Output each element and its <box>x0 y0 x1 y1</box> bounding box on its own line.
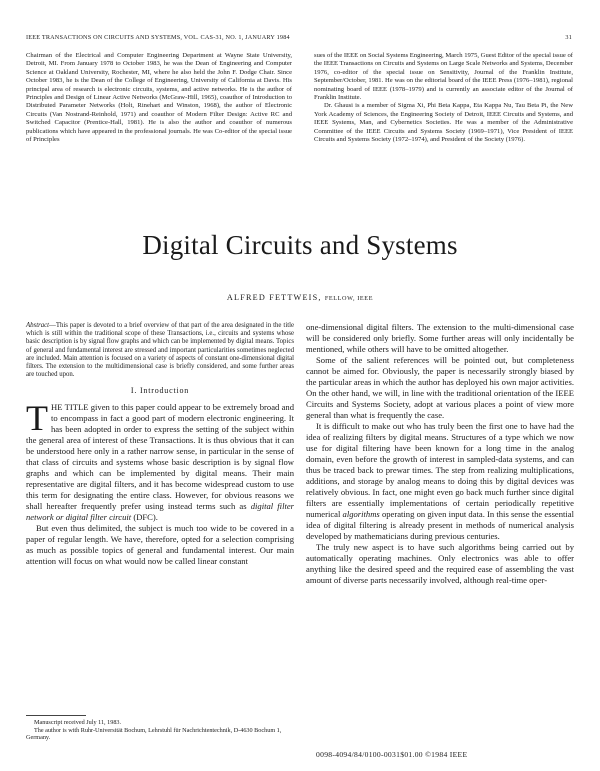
abstract-text: —This paper is devoted to a brief overview of that part of the area designated in the title which is still within the traditional scope of these Transactions, i.e., circuits and systems whose basic description is by signal flow graphs and which can be implemented by digital means. Topics of general and fundamental interest are stressed and important particularities sometimes neglected are included. Main attention is focused on a variety of aspects of constant one-dimensional digital filters. The extension to the multidimensional case is briefly considered, and some further areas are touched upon. <box>26 322 294 379</box>
footnotes <box>26 715 294 742</box>
abstract-label: Abstract <box>26 322 50 329</box>
author-line <box>0 293 600 302</box>
body-paragraph: The truly new aspect is to have such algorithms being carried out by automatically operating machines. Only electronics was able to offer anything like the desired speed and the required ease of assembling the vast amount of diverse parts necessarily involved, although real-time oper- <box>306 542 574 585</box>
journal-header: IEEE TRANSACTIONS ON CIRCUITS AND SYSTEMS, VOL. CAS-31, NO. 1, JANUARY 1984 <box>26 34 290 41</box>
bio-paragraph: Chairman of the Electrical and Computer Engineering Department at Wayne State University, Detroit, MI. From January 1978 to October 1983, he was the Dean of Engineering and Computer Science at Oakland University, Rochester, MI, where he also held the John F. Dodge Chair. Since October 1983, he is the Dean of the College of Engineering, University of California at Davis. His principal area of research is electronic circuits, systems, and active networks. He is the author of Principles and Design of Linear Active Networks (McGraw-Hill, 1965), coauthor of Introduction to Distributed Parameter Networks (Holt, Rinehart and Winston, 1968), the author of Electronic Circuits (Van Nostrand-Reinhold, 1971) and coauthor of Modern Filter Design: Active RC and Switched Capacitor (Prentice-Hall, 1981). He is also the author and coauthor of numerous publications which have appeared in the professional journals. He was Co-editor of the special issue of Principles <box>26 52 292 144</box>
page-number: 31 <box>565 34 572 41</box>
body-paragraph: Some of the salient references will be pointed out, but completeness cannot be aimed for. Obviously, the paper is necessarily strongly biased by the particular areas in which the author has deployed his own major activities. On the other hand, we will, in line with the traditional orientation of the IEEE Circuits and Systems Society, adopt at various places a point of view more general than what is frequently the case. <box>306 355 574 420</box>
footnote-affiliation: The author is with Ruhr-Universität Bochum, Lehrstuhl für Nachrichtentechnik, D-4630 Bochum 1, Germany. <box>26 726 282 742</box>
footnote-received: Manuscript received July 11, 1983. <box>34 719 122 726</box>
body-text: It is difficult to make out who has truly been the first one to have had the idea of realizing filters by digital means. Structures of a type which we now use for digital filtering have been known for a long time in the analog domain, even before the growth of interest in sampled-data systems, and can thus be traced back to prewar times. The step from realizing multiplications, additions, and storage by analog means to doing this by digital devices was relatively obvious. In fact, one might even go back much further since digital filters are essentially implementations of certain periodically repetitive numerical <box>306 421 574 519</box>
body-paragraph: one-dimensional digital filters. The extension to the multi-dimensional case will be considered only briefly. Some further areas will only incidentally be mentioned, while others will have to be omitted altogether. <box>306 322 574 354</box>
body-text-tail: operating on given input data. In this sense the essential idea of digital filtering is already present in methods of numerical analysis developed by mathematicians during previous centuries. <box>306 509 574 541</box>
body-column-right <box>306 322 574 586</box>
section-heading: I. Introduction <box>130 386 190 396</box>
intro-text: HE TITLE given to this paper could appear to be extremely broad and to encompass in fact a good part of modern electronic engineering. It has been adopted in order to express the setting of the subject within the general area of interest of these Transactions. It is thus obvious that it can be understood here only in a rather narrow sense, in particular in the sense of that class of circuits and systems whose basic description is by signal flow graphs and which can be implemented by digital means. Their main representative are digital filters, and it has become widespread custom to use this term for designating the entire class. However, for obvious reasons we shall hereafter frequently prefer using instead terms such as <box>26 402 294 512</box>
drop-cap: T <box>26 398 48 439</box>
bio-paragraph: sues of the IEEE on Social Systems Engineering, March 1975, Guest Editor of the special issue of the IEEE Transactions on Circuits and Systems on Large Scale Networks and Systems, December 1976, co-editor of the special issue on Sensitivity, Journal of the Franklin Institute, September/October, 1981. He was on the editorial board of the IEEE Press (1976–1981), regional nominating board of IEEE (1978–1979) and is currently an associate editor of the Journal of Franklin Institute. <box>314 52 573 102</box>
paper-title: Digital Circuits and Systems <box>142 230 458 260</box>
bio-column-right <box>314 52 573 144</box>
author-grade: FELLOW, IEEE <box>324 295 374 302</box>
bio-column-left <box>26 52 292 144</box>
body-column-left <box>26 322 294 567</box>
copyright-line: 0098-4094/84/0100-0031$01.00 ©1984 IEEE <box>316 750 468 759</box>
bio-paragraph: Dr. Ghausi is a member of Sigma Xi, Phi Beta Kappa, Eta Kappa Nu, Tau Beta Pi, the New York Academy of Sciences, the Engineering Society of Detroit, IEEE Circuits and Systems, and IEEE Systems, Man, and Cybernetics Societies. He was a member of the Administrative Committee of the IEEE Circuits and Systems Society (1969–1971), Vice President of IEEE Circuits and Systems Society (1972–1974), and President of the Society (1976). <box>314 102 573 144</box>
intro-emphasis: digital filter network or digital filter circuit <box>26 501 294 523</box>
intro-text-tail: (DFC). <box>131 512 158 523</box>
body-emphasis: algorithms <box>342 509 380 519</box>
running-head <box>26 34 572 46</box>
author-name: ALFRED FETTWEIS, <box>226 293 322 302</box>
intro-paragraph <box>26 398 294 523</box>
intro-paragraph-2: But even thus delimited, the subject is much too wide to be covered in a paper of regular length. We have, therefore, opted for a selection comprising as much as possible topics of general and fundamental interest. Our main attention will focus on what would now be called linear constant <box>26 523 294 567</box>
footnote-rule <box>26 715 86 716</box>
body-paragraph <box>306 421 574 542</box>
abstract <box>26 322 294 379</box>
